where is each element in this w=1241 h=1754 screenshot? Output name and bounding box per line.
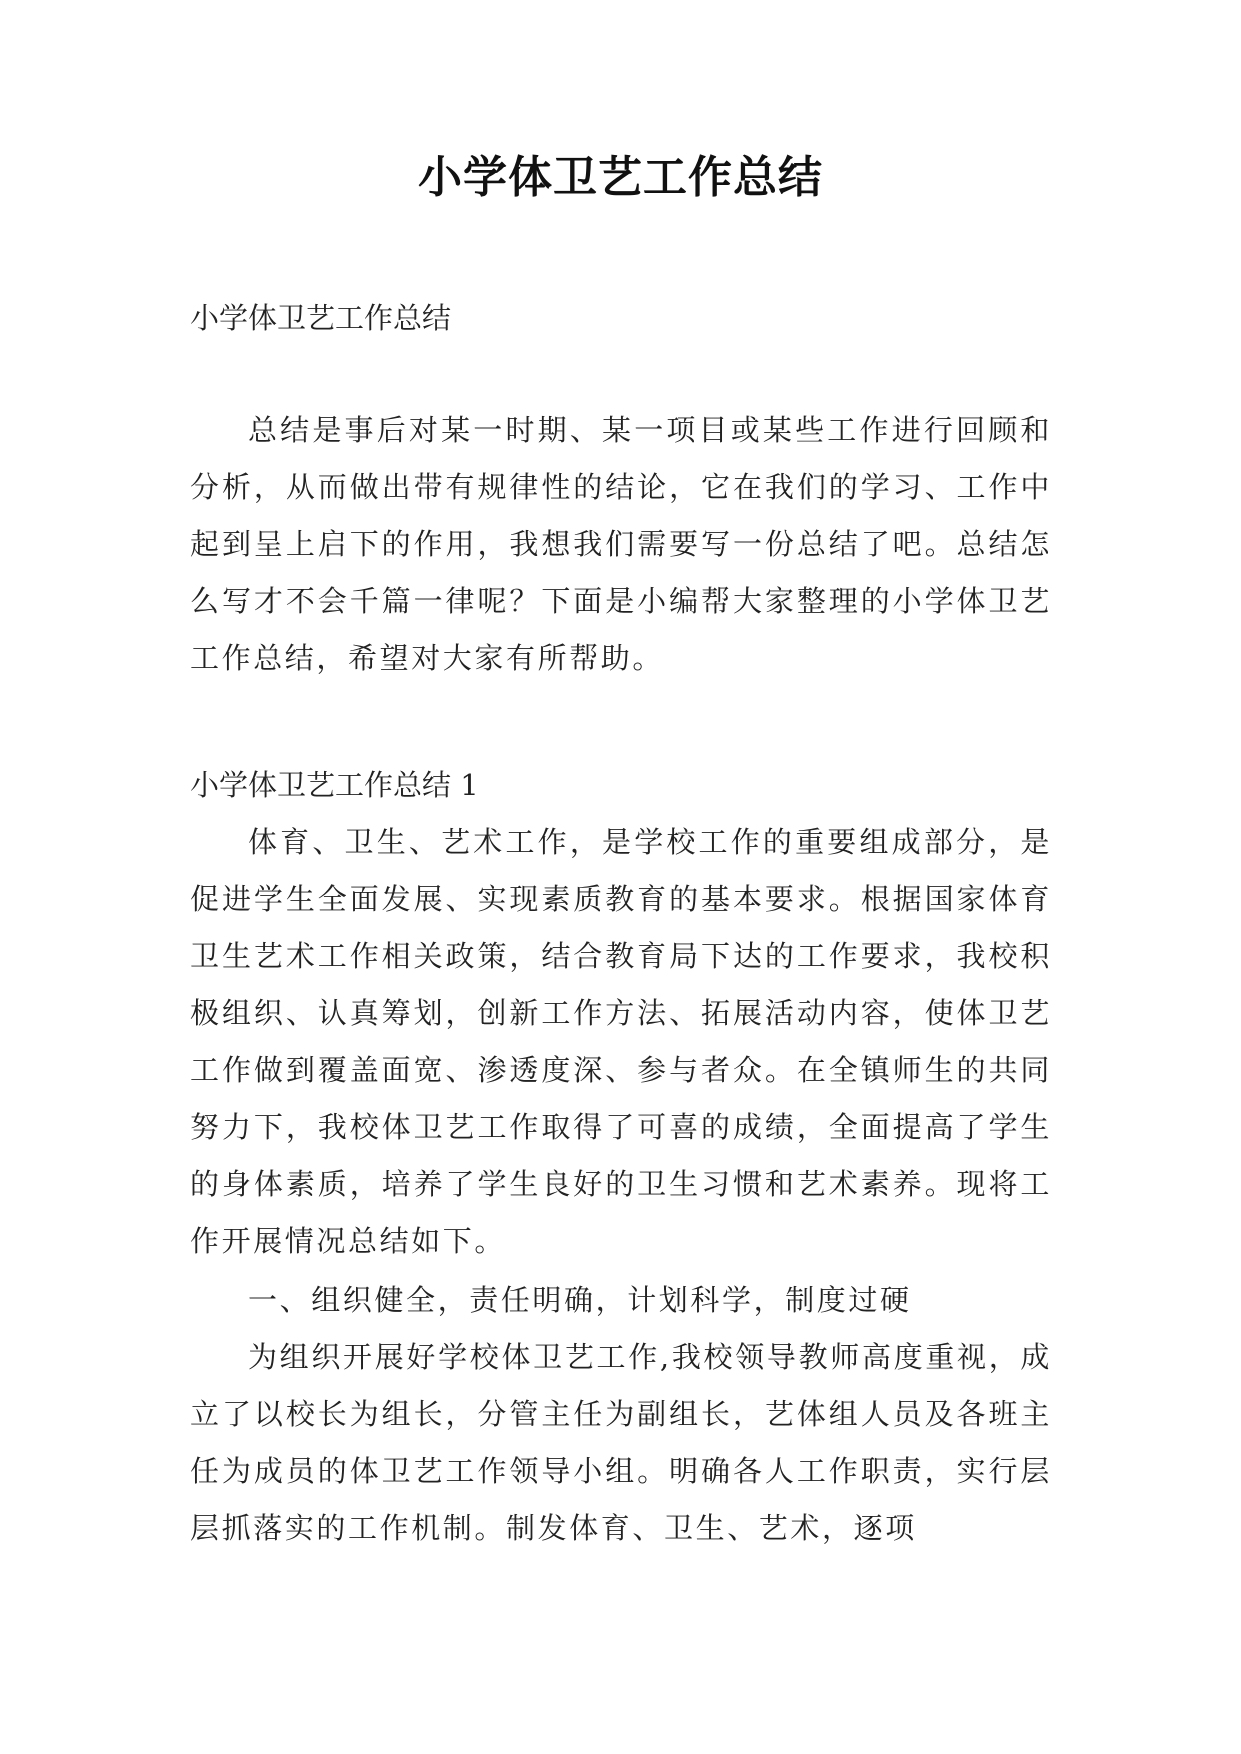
organization-paragraph: 为组织开展好学校体卫艺工作,我校领导教师高度重视，成立了以校长为组长，分管主任为副组长，艺体组人员及各班主任为成员的体卫艺工作领导小组。明确各人工作职责，实行层层抓落实的工作机制。制发体育、卫生、艺术，逐项 [190,1340,1052,1545]
intro-paragraph: 总结是事后对某一时期、某一项目或某些工作进行回顾和分析，从而做出带有规律性的结论，它在我们的学习、工作中起到呈上启下的作用，我想我们需要写一份总结了吧。总结怎么写才不会千篇一律呢？下面是小编帮大家整理的小学体卫艺工作总结，希望对大家有所帮助。 [190,413,1052,675]
organization-subheading: 一、组织健全，责任明确，计划科学，制度过硬 [248,1283,912,1317]
document-subtitle: 小学体卫艺工作总结 [190,301,452,335]
section-1-paragraph: 体育、卫生、艺术工作，是学校工作的重要组成部分，是促进学生全面发展、实现素质教育的基本要求。根据国家体育卫生艺术工作相关政策，结合教育局下达的工作要求，我校积极组织、认真筹划，创新工作方法、拓展活动内容，使体卫艺工作做到覆盖面宽、渗透度深、参与者众。在全镇师生的共同努力下，我校体卫艺工作取得了可喜的成绩，全面提高了学生的身体素质，培养了学生良好的卫生习惯和艺术素养。现将工作开展情况总结如下。 [190,825,1052,1258]
document-title: 小学体卫艺工作总结 [418,152,823,203]
section-1-heading: 小学体卫艺工作总结 1 [190,768,479,802]
